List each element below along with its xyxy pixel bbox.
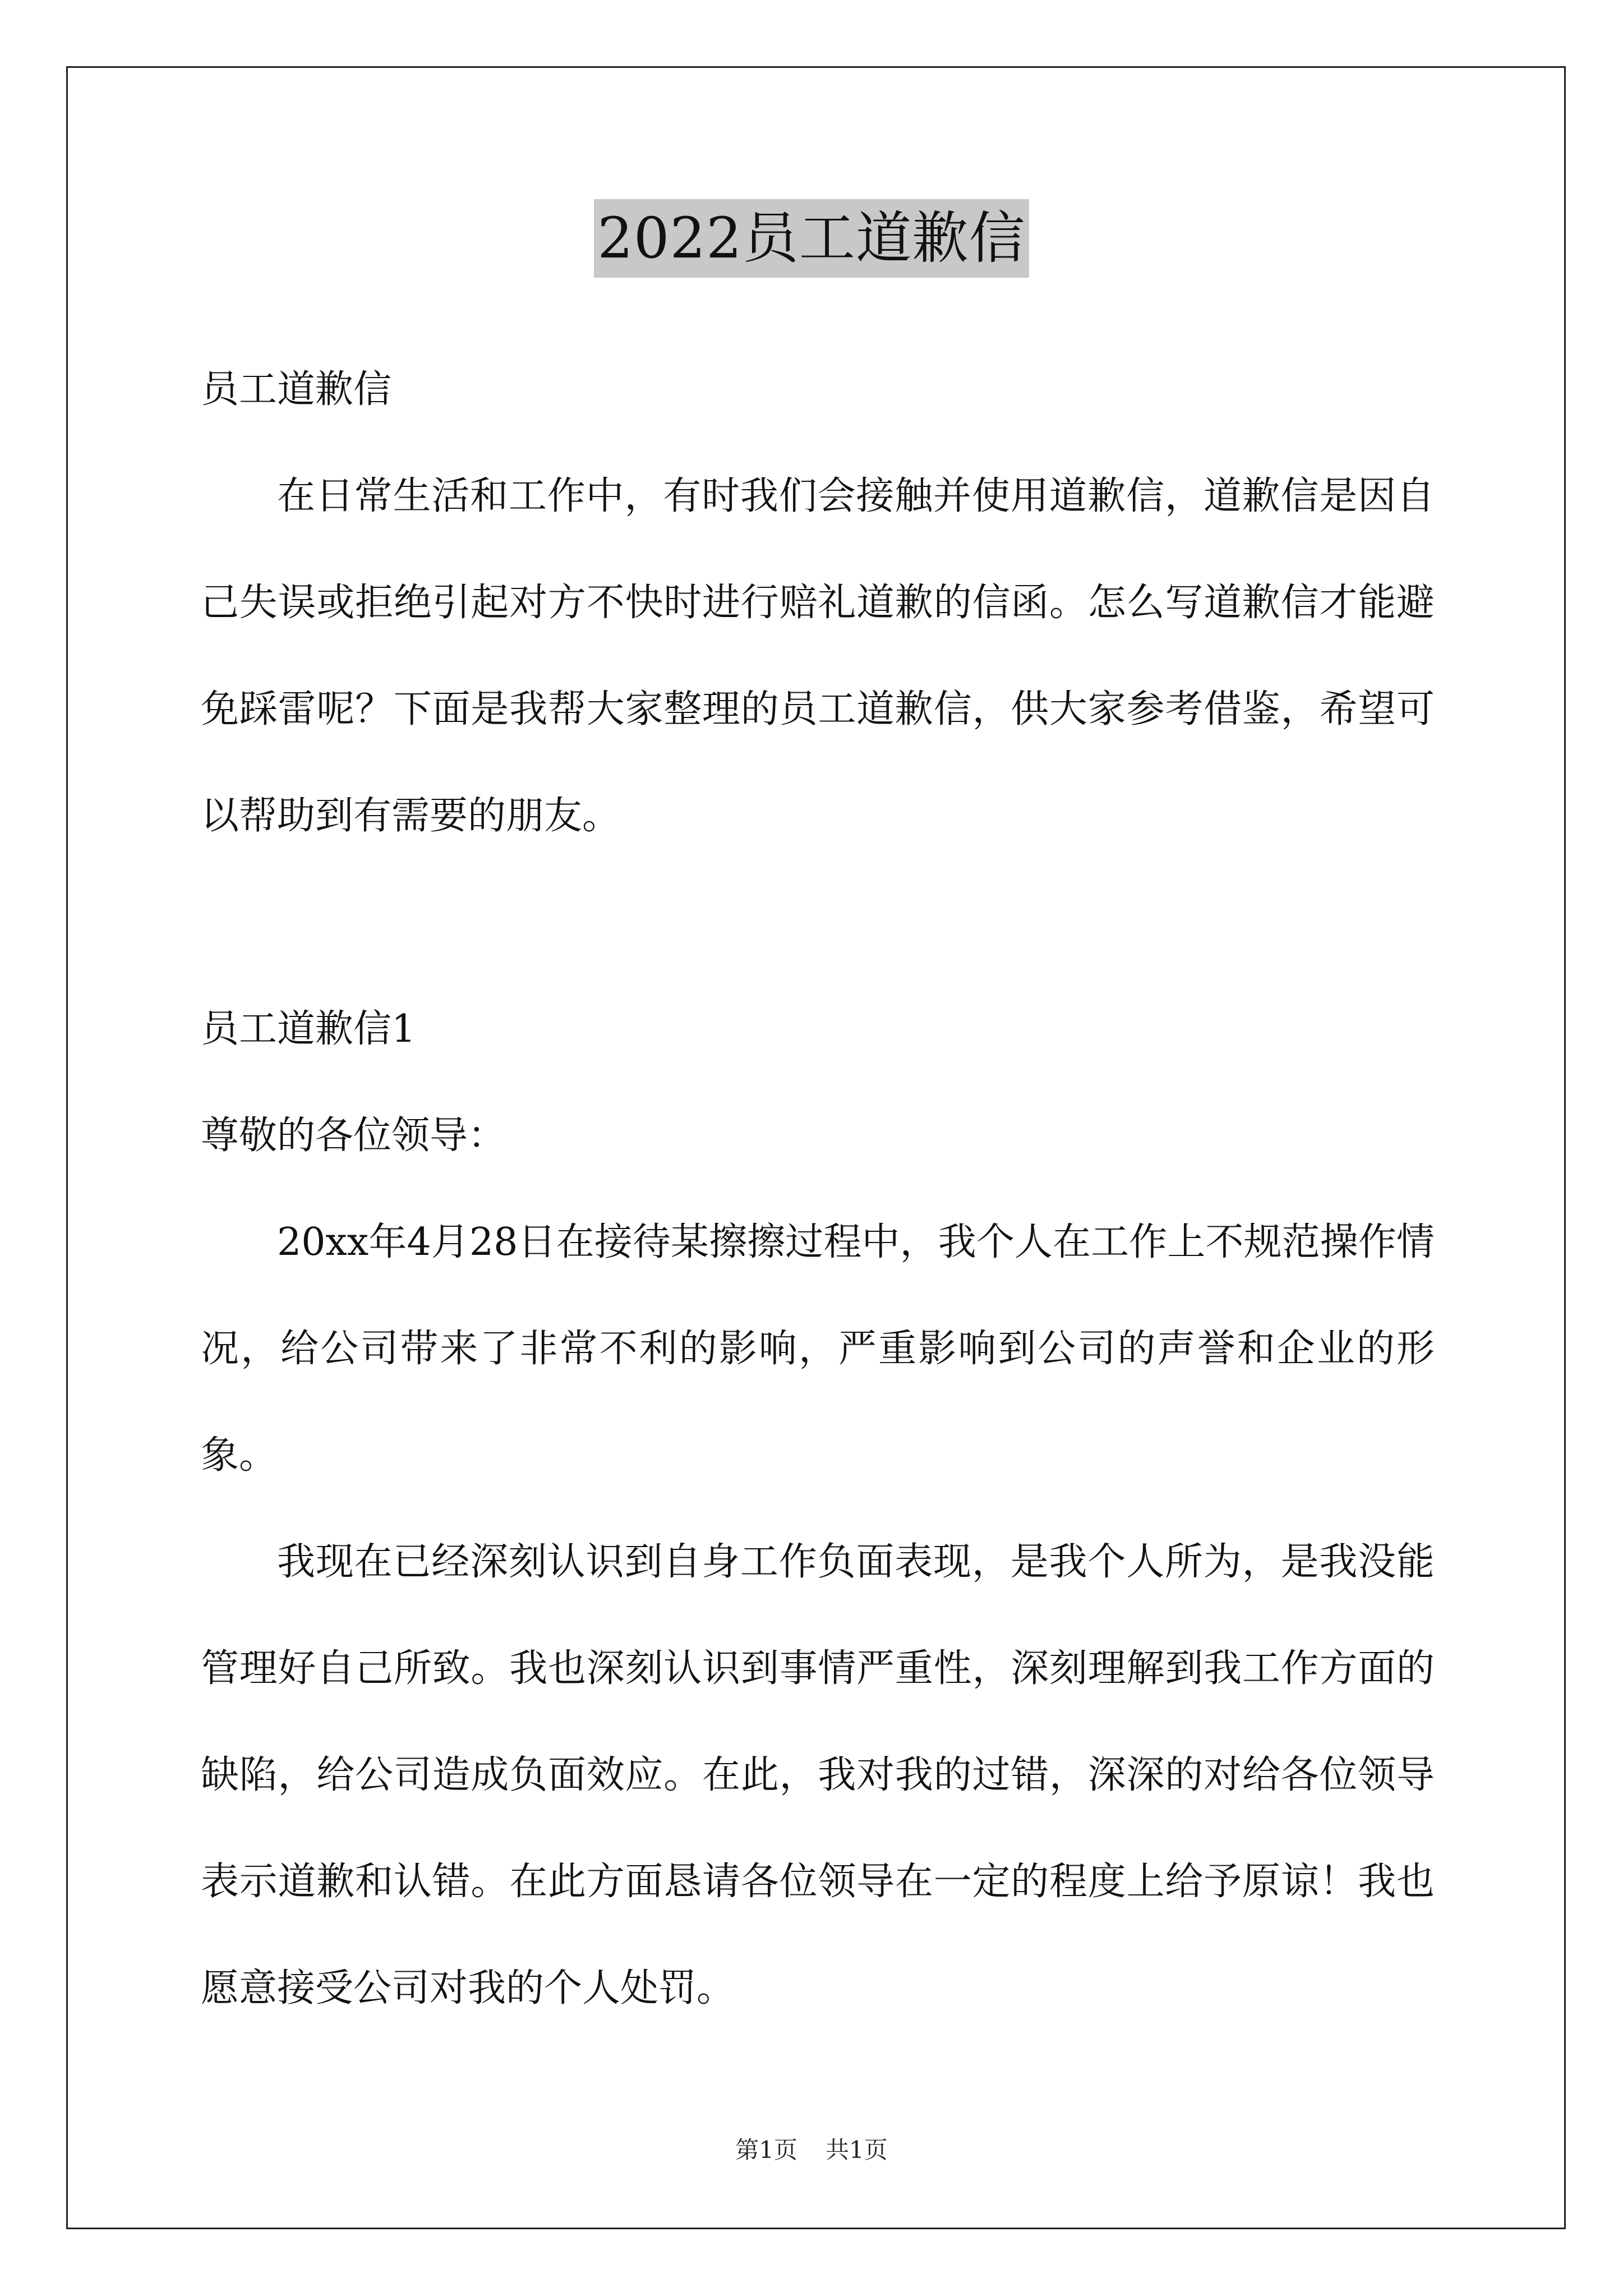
current-page-label: 第1页 <box>735 2136 797 2164</box>
intro-paragraph: 在日常生活和工作中，有时我们会接触并使用道歉信，道歉信是因自己失误或拒绝引起对方不快时进行赔礼道歉的信函。怎么写道歉信才能避免踩雷呢？下面是我帮大家整理的员工道歉信，供大家参考借鉴，希望可以帮助到有需要的朋友。 <box>201 474 1435 838</box>
body-paragraph: 20xx年4月28日在接待某擦擦过程中，我个人在工作上不规范操作情况，给公司带来了非常不利的影响，严重影响到公司的声誉和企业的形象。 <box>201 1220 1435 1478</box>
page-footer <box>0 2132 1623 2165</box>
salutation: 尊敬的各位领导： <box>201 1114 506 1158</box>
body-paragraph: 我现在已经深刻认识到自身工作负面表现，是我个人所为，是我没能管理好自己所致。我也深刻认识到事情严重性，深刻理解到我工作方面的缺陷，给公司造成负面效应。在此，我对我的过错，深深的对给各位领导表示道歉和认错。在此方面恳请各位领导在一定的程度上给予原谅！我也愿意接受公司对我的个人处罚。 <box>201 1540 1435 2010</box>
paragraph-gap <box>201 869 1435 976</box>
section-heading: 员工道歉信 <box>201 367 392 412</box>
letter-heading: 员工道歉信1 <box>201 1007 416 1051</box>
title-container <box>0 199 1623 278</box>
total-pages-label: 共1页 <box>826 2136 888 2164</box>
document-body <box>201 337 1435 2042</box>
document-title: 2022员工道歉信 <box>594 199 1029 278</box>
